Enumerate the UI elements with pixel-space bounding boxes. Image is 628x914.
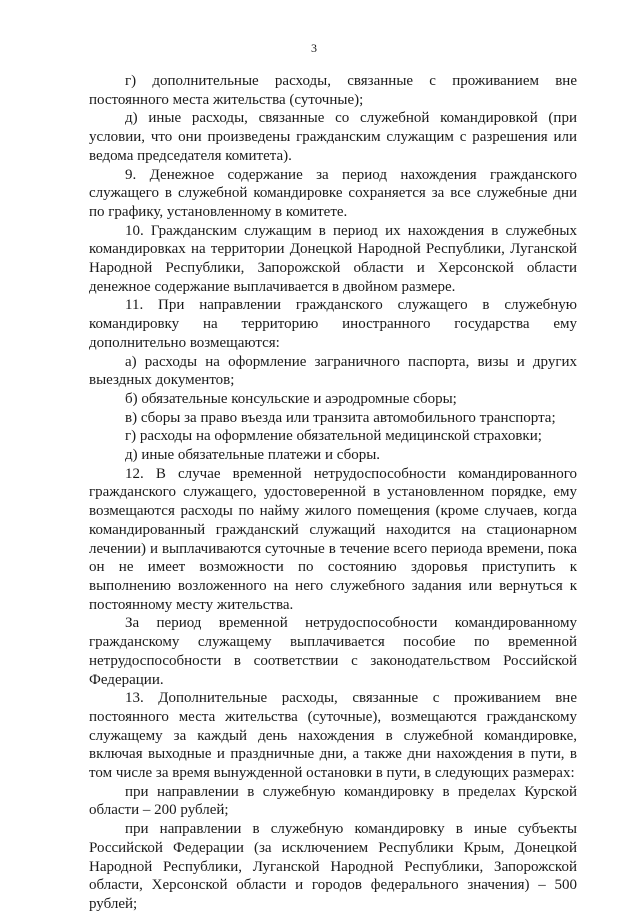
paragraph-clause-11-a: а) расходы на оформление заграничного паспорта, визы и других выездных документов; [89,353,577,389]
paragraph-clause-11: 11. При направлении гражданского служащего в служебную командировку на территорию иностранного государства ему дополнительно возмещаются: [89,297,577,351]
paragraph-clause-10: 10. Гражданским служащим в период их нахождения в служебных командировках на территории Донецкой Народной Республики, Луганской Народной Республики, Запорожской области и Херсонской области денежное содержание выплачивается в двойном размере. [89,222,577,295]
paragraph-clause-11-d: д) иные обязательные платежи и сборы. [125,447,381,464]
paragraph-clause-13: 13. Дополнительные расходы, связанные с проживанием вне постоянного места жительства (суточные), возмещаются гражданскому служащему за каждый день нахождения в служебной командировке, включая выходные и праздничные дни, а также дни нахождения в пути, в том числе за время вынужденной остановки в пути, в следующих размерах: [89,690,577,782]
document-body [89,72,577,914]
paragraph-clause-12: 12. В случае временной нетрудоспособности командированного гражданского служащего, удостоверенной в установленном порядке, ему возмещаются расходы по найму жилого помещения (кроме случаев, когда командированный гражданский служащий находится на стационарном лечении) и выплачиваются суточные в течение всего периода времени, пока он не имеет возможности по состоянию здоровья приступить к выполнению возложенного на него служебного задания или вернуться к постоянному месту жительства. [89,465,577,613]
paragraph-item-d: д) иные расходы, связанные со служебной командировкой (при условии, что они произведены гражданским служащим с разрешения или ведома председателя комитета). [89,110,577,164]
paragraph-clause-11-b: б) обязательные консульские и аэродромные сборы; [125,390,457,407]
paragraph-clause-11-g: г) расходы на оформление обязательной медицинской страховки; [125,428,542,445]
page-number: 3 [311,41,317,55]
paragraph-clause-9: 9. Денежное содержание за период нахождения гражданского служащего в служебной командировке сохраняется за все служебные дни по графику, установленному в комитете. [89,166,577,220]
paragraph-clause-12-benefit: За период временной нетрудоспособности командированному гражданскому служащему выплачивается пособие по временной нетрудоспособности в соответствии с законодательством Российской Федерации. [89,615,577,688]
paragraph-clause-11-v: в) сборы за право въезда или транзита автомобильного транспорта; [125,409,556,426]
paragraph-clause-13-kursk: при направлении в служебную командировку в пределах Курской области – 200 рублей; [89,783,577,819]
paragraph-clause-13-other-regions: при направлении в служебную командировку в иные субъекты Российской Федерации (за исключением Республики Крым, Донецкой Народной Республики, Луганской Народной Республики, Запорожской области, Херсонской области и городов федерального значения) – 500 рублей; [89,821,577,912]
paragraph-item-g: г) дополнительные расходы, связанные с проживанием вне постоянного места жительства (суточные); [89,73,577,108]
